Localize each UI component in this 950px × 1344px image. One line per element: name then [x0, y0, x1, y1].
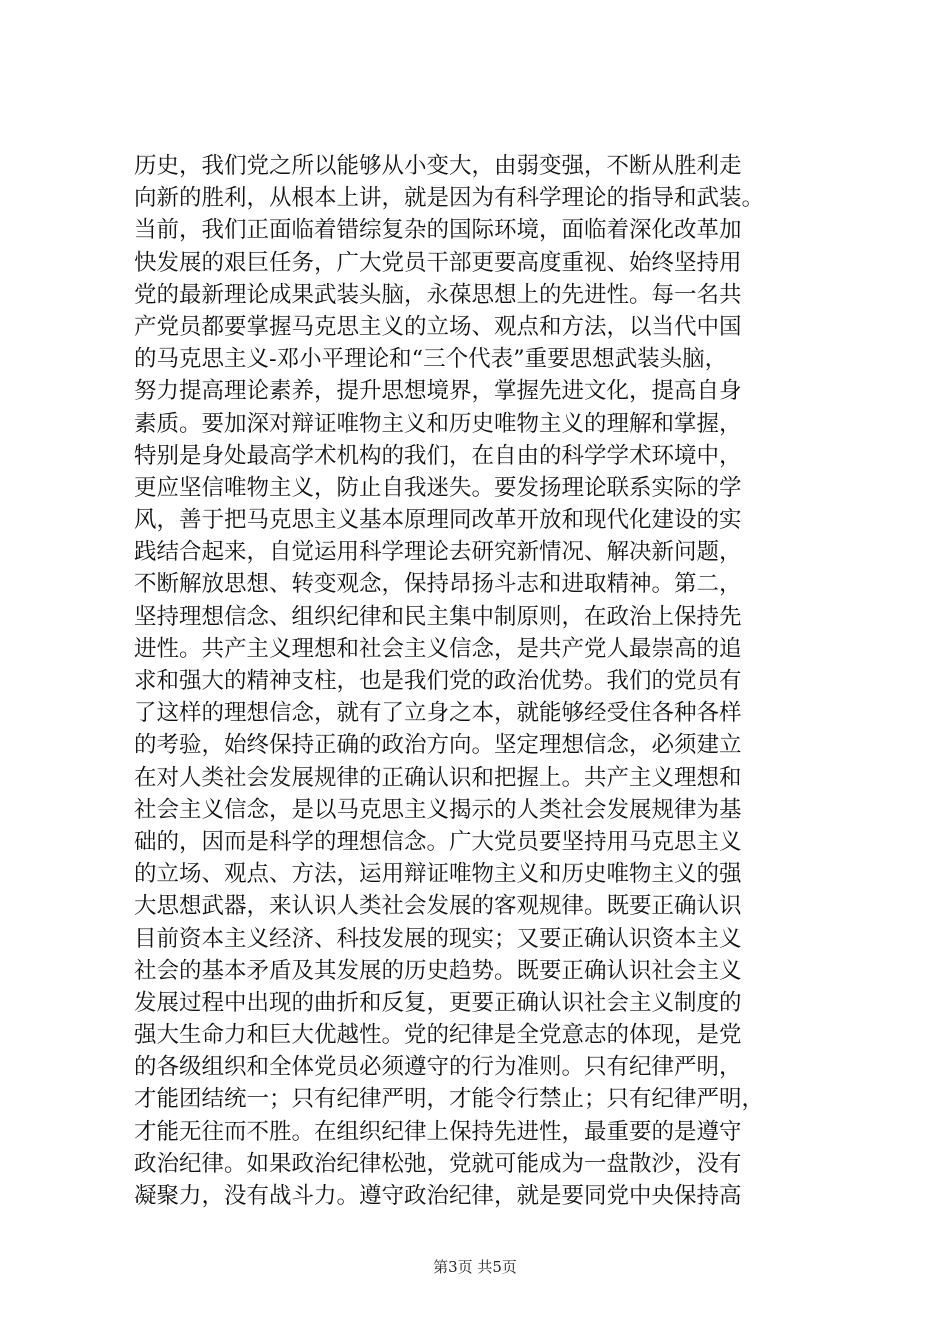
text-line: 快发展的艰巨任务，广大党员干部更要高度重视、始终坚持用	[134, 249, 742, 276]
text-line: 当前，我们正面临着错综复杂的国际环境，面临着深化改革加	[134, 217, 742, 244]
text-line: 的各级组织和全体党员必须遵守的行为准则。只有纪律严明，	[134, 1054, 742, 1081]
text-line: 风，善于把马克思主义基本原理同改革开放和现代化建设的实	[134, 507, 742, 534]
text-line: 社会的基本矛盾及其发展的历史趋势。既要正确认识社会主义	[134, 957, 742, 984]
page-footer: 第3页 共5页	[433, 1258, 517, 1276]
text-line: 的考验，始终保持正确的政治方向。坚定理想信念，必须建立	[134, 732, 742, 759]
text-line: 更应坚信唯物主义，防止自我迷失。要发扬理论联系实际的学	[134, 474, 742, 501]
text-line: 才能无往而不胜。在组织纪律上保持先进性，最重要的是遵守	[134, 1118, 742, 1145]
text-line: 在对人类社会发展规律的正确认识和把握上。共产主义理想和	[134, 764, 742, 791]
text-line: 才能团结统一；只有纪律严明，才能令行禁止；只有纪律严明，	[134, 1086, 765, 1113]
text-line: 素质。要加深对辩证唯物主义和历史唯物主义的理解和掌握，	[134, 410, 742, 437]
text-line: 历史，我们党之所以能够从小变大，由弱变强，不断从胜利走	[134, 153, 742, 179]
text-line: 努力提高理论素养，提升思想境界，掌握先进文化，提高自身	[134, 378, 742, 405]
text-line: 的立场、观点、方法，运用辩证唯物主义和历史唯物主义的强	[134, 861, 742, 888]
text-line: 社会主义信念，是以马克思主义揭示的人类社会发展规律为基	[134, 796, 742, 823]
text-line: 进性。共产主义理想和社会主义信念，是共产党人最崇高的追	[134, 635, 742, 662]
text-line: 凝聚力，没有战斗力。遵守政治纪律，就是要同党中央保持高	[134, 1183, 742, 1209]
body-text	[134, 150, 834, 1212]
text-line: 特别是身处最高学术机构的我们，在自由的科学学术环境中，	[134, 442, 742, 469]
text-line: 了这样的理想信念，就有了立身之本，就能够经受住各种各样	[134, 700, 742, 727]
text-line: 党的最新理论成果武装头脑，永葆思想上的先进性。每一名共	[134, 281, 742, 308]
text-line: 不断解放思想、转变观念，保持昂扬斗志和进取精神。第二，	[134, 571, 742, 598]
text-line: 目前资本主义经济、科技发展的现实；又要正确认识资本主义	[134, 925, 742, 952]
text-line: 政治纪律。如果政治纪律松弛，党就可能成为一盘散沙，没有	[134, 1150, 742, 1177]
text-line: 础的，因而是科学的理想信念。广大党员要坚持用马克思主义	[134, 828, 742, 855]
text-line: 发展过程中出现的曲折和反复，更要正确认识社会主义制度的	[134, 989, 742, 1016]
text-line: 的马克思主义-邓小平理论和“三个代表”重要思想武装头脑，	[134, 346, 728, 373]
text-line: 坚持理想信念、组织纪律和民主集中制原则，在政治上保持先	[134, 603, 742, 630]
text-line: 产党员都要掌握马克思主义的立场、观点和方法，以当代中国	[134, 313, 742, 340]
text-line: 向新的胜利，从根本上讲，就是因为有科学理论的指导和武装。	[134, 185, 765, 212]
text-line: 大思想武器，来认识人类社会发展的客观规律。既要正确认识	[134, 893, 742, 920]
text-line: 强大生命力和巨大优越性。党的纪律是全党意志的体现，是党	[134, 1022, 742, 1049]
text-line: 求和强大的精神支柱，也是我们党的政治优势。我们的党员有	[134, 668, 742, 694]
text-line: 践结合起来，自觉运用科学理论去研究新情况、解决新问题，	[134, 539, 742, 566]
